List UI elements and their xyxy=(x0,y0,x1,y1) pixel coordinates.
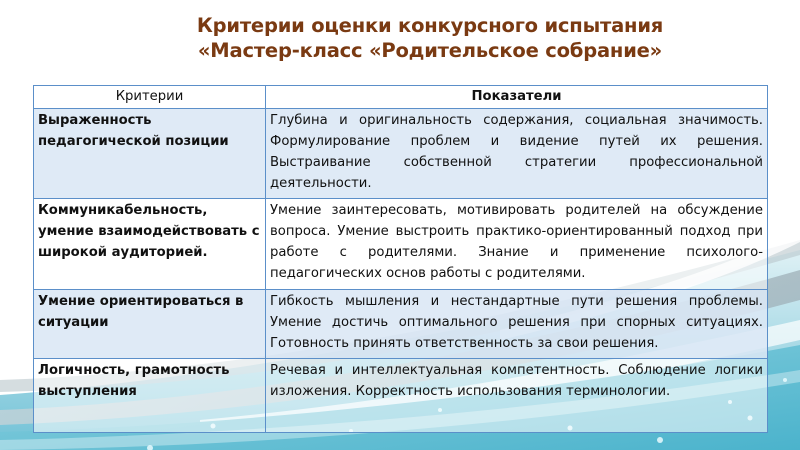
table-row xyxy=(34,199,768,290)
header-indicators: Показатели xyxy=(266,86,768,109)
table-header-row xyxy=(34,86,768,109)
slide-title xyxy=(0,13,800,63)
indicators-cell: Гибкость мышления и нестандартные пути решения проблемы. Умение достичь оптимального решения при спорных ситуациях. Готовность принять ответственность за свои решения. xyxy=(266,290,768,359)
table-row xyxy=(34,359,768,433)
criterion-cell: Умение ориентироваться в ситуации xyxy=(34,290,266,359)
indicators-cell: Речевая и интеллектуальная компетентность. Соблюдение логики изложения. Корректность использования терминологии. xyxy=(266,359,768,433)
header-criteria: Критерии xyxy=(34,86,266,109)
indicators-cell: Умение заинтересовать, мотивировать родителей на обсуждение вопроса. Умение выстроить практико-ориентированный подход при работе с родителями. Знание и применение психолого-педагогических основ работы с родителями. xyxy=(266,199,768,290)
title-line-1: Критерии оценки конкурсного испытания xyxy=(196,14,664,37)
title-line-2: «Мастер-класс «Родительское собрание» xyxy=(197,39,663,62)
criterion-cell: Выраженность педагогической позиции xyxy=(34,109,266,199)
indicators-cell: Глубина и оригинальность содержания, социальная значимость. Формулирование проблем и видение путей их решения. Выстраивание собственной стратегии профессиональной деятельности. xyxy=(266,109,768,199)
criterion-cell: Коммуникабельность, умение взаимодействовать с широкой аудиторией. xyxy=(34,199,266,290)
table-row xyxy=(34,109,768,199)
table-row xyxy=(34,290,768,359)
criteria-table xyxy=(33,85,768,433)
criterion-cell: Логичность, грамотность выступления xyxy=(34,359,266,433)
